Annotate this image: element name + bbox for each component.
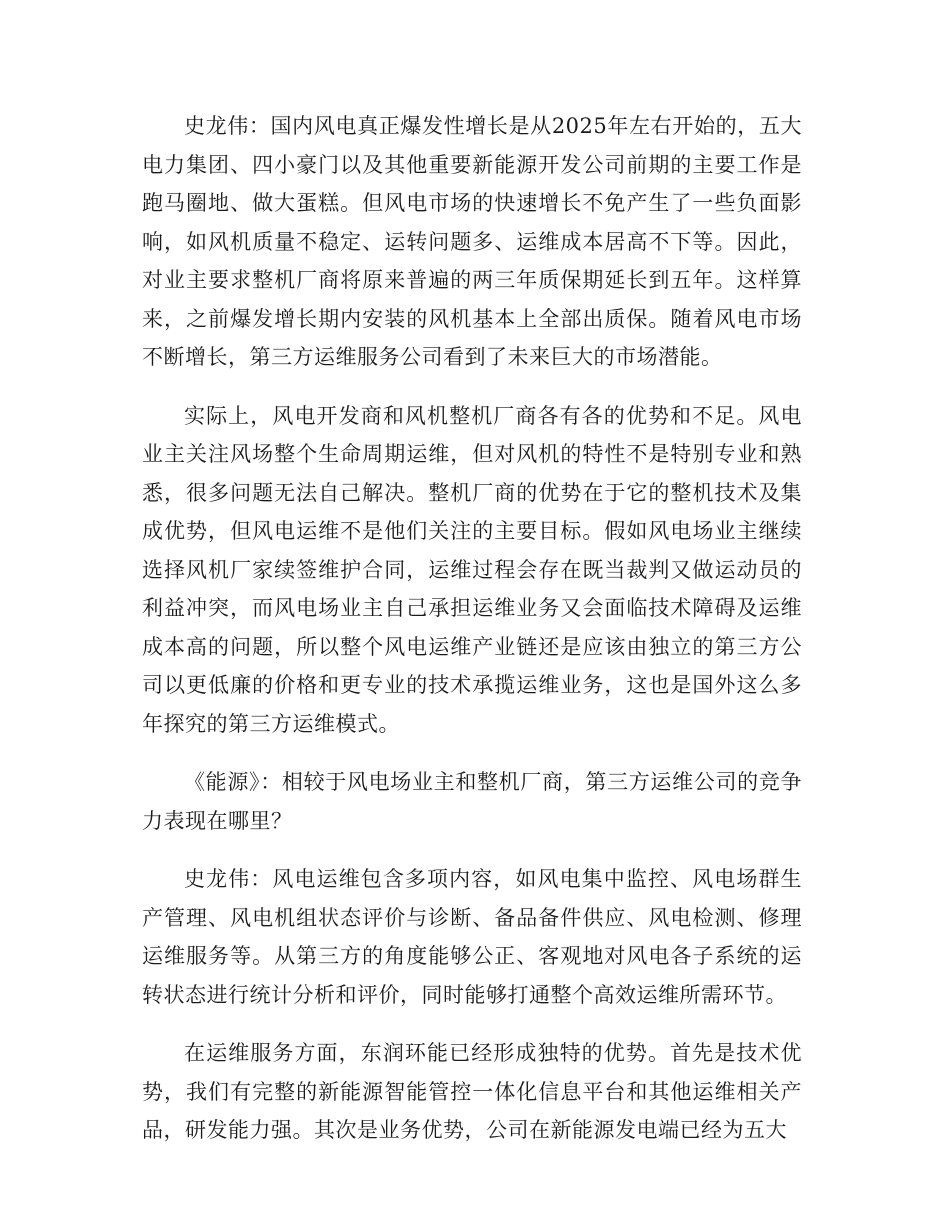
paragraph-4: 史龙伟：风电运维包含多项内容，如风电集中监控、风电场群生产管理、风电机组状态评价与诊断、备品备件供应、风电检测、修理运维服务等。从第三方的角度能够公正、客观地对风电各子系统的运转状态进行统计分析和评价，同时能够打通整个高效运维所需环节。	[142, 867, 802, 1007]
paragraph-5: 在运维服务方面，东润环能已经形成独特的优势。首先是技术优势，我们有完整的新能源智能管控一体化信息平台和其他运维相关产品，研发能力强。其次是业务优势，公司在新能源发电端已经为五大	[142, 1041, 802, 1142]
paragraph-3: 《能源》：相较于风电场业主和整机厂商，第三方运维公司的竞争力表现在哪里？	[142, 770, 802, 833]
paragraph-1: 史龙伟：国内风电真正爆发性增长是从2025年左右开始的，五大电力集团、四小豪门以及其他重要新能源开发公司前期的主要工作是跑马圈地、做大蛋糕。但风电市场的快速增长不免产生了一些负面影响，如风机质量不稳定、运转问题多、运维成本居高不下等。因此，对业主要求整机厂商将原来普遍的两三年质保期延长到五年。这样算来，之前爆发增长期内安装的风机基本上全部出质保。随着风电市场不断增长，第三方运维服务公司看到了未来巨大的市场潜能。	[142, 114, 802, 369]
paragraph-2: 实际上，风电开发商和风机整机厂商各有各的优势和不足。风电业主关注风场整个生命周期运维，但对风机的特性不是特别专业和熟悉，很多问题无法自己解决。整机厂商的优势在于它的整机技术及集成优势，但风电运维不是他们关注的主要目标。假如风电场业主继续选择风机厂家续签维护合同，运维过程会存在既当裁判又做运动员的利益冲突，而风电场业主自己承担运维业务又会面临技术障碍及运维成本高的问题，所以整个风电运维产业链还是应该由独立的第三方公司以更低廉的价格和更专业的技术承揽运维业务，这也是国外这么多年探究的第三方运维模式。	[142, 403, 802, 736]
article-body	[142, 107, 802, 1170]
